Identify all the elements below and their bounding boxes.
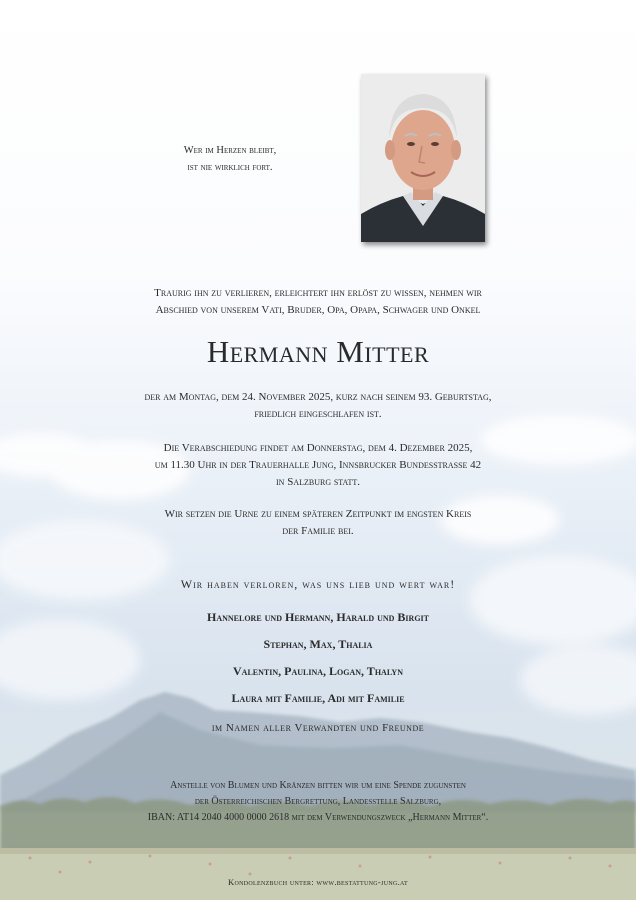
family-line: Hannelore und Hermann, Harald und Birgit <box>206 610 429 624</box>
intro-line: Traurig ihn zu verlieren, erleichtert ihn erlöst zu wissen, nehmen wir <box>154 287 482 299</box>
portrait-photo-icon <box>361 74 485 242</box>
family-list <box>0 609 636 717</box>
donation-line: IBAN: AT14 2040 4000 0000 2618 mit dem Verwendungszweck „Hermann Mitter“. <box>147 812 489 823</box>
condolence-link[interactable]: Kondolenzbuch unter: www.bestattung-jung.at <box>228 877 408 887</box>
motto <box>130 142 330 176</box>
deceased-name: Hermann Mitter <box>206 334 430 369</box>
death-line: friedlich eingeschlafen ist. <box>254 408 382 420</box>
farewell-line: in Salzburg statt. <box>276 476 360 488</box>
intro-text <box>0 285 636 319</box>
motto-line: ist nie wirklich fort. <box>187 162 273 173</box>
meadow <box>0 848 636 900</box>
family-line: Valentin, Paulina, Logan, Thalyn <box>233 664 403 678</box>
farewell-line: Die Verabschiedung findet am Donnerstag, dem 4. Dezember 2025, <box>163 442 473 454</box>
farewell-line: um 11.30 Uhr in der Trauerhalle Jung, Innsbrucker Bundesstrasse 42 <box>154 459 482 471</box>
urn-notice <box>0 506 636 540</box>
motto-line: Wer im Herzen bleibt, <box>183 145 277 156</box>
portrait-photo <box>361 74 485 242</box>
lost-statement: Wir haben verloren, was uns lieb und wert war! <box>180 577 456 591</box>
donation-line: Anstelle von Blumen und Kränzen bitten wir um eine Spende zugunsten <box>170 780 466 791</box>
farewell-notice <box>0 440 636 491</box>
intro-line: Abschied von unserem Vati, Bruder, Opa, Opapa, Schwager und Onkel <box>155 304 481 316</box>
family-line: Laura mit Familie, Adi mit Familie <box>231 691 405 705</box>
death-notice <box>0 389 636 423</box>
donation-notice <box>0 778 636 826</box>
relatives-line: im Namen aller Verwandten und Freunde <box>211 722 425 734</box>
urn-line: Wir setzen die Urne zu einem späteren Zeitpunkt im engsten Kreis <box>164 508 472 520</box>
donation-line: der Österreichischen Bergrettung, Landesstelle Salzburg, <box>194 796 442 807</box>
family-line: Stephan, Max, Thalia <box>263 637 373 651</box>
death-line: der am Montag, dem 24. November 2025, kurz nach seinem 93. Geburtstag, <box>144 391 492 403</box>
urn-line: der Familie bei. <box>282 525 354 537</box>
